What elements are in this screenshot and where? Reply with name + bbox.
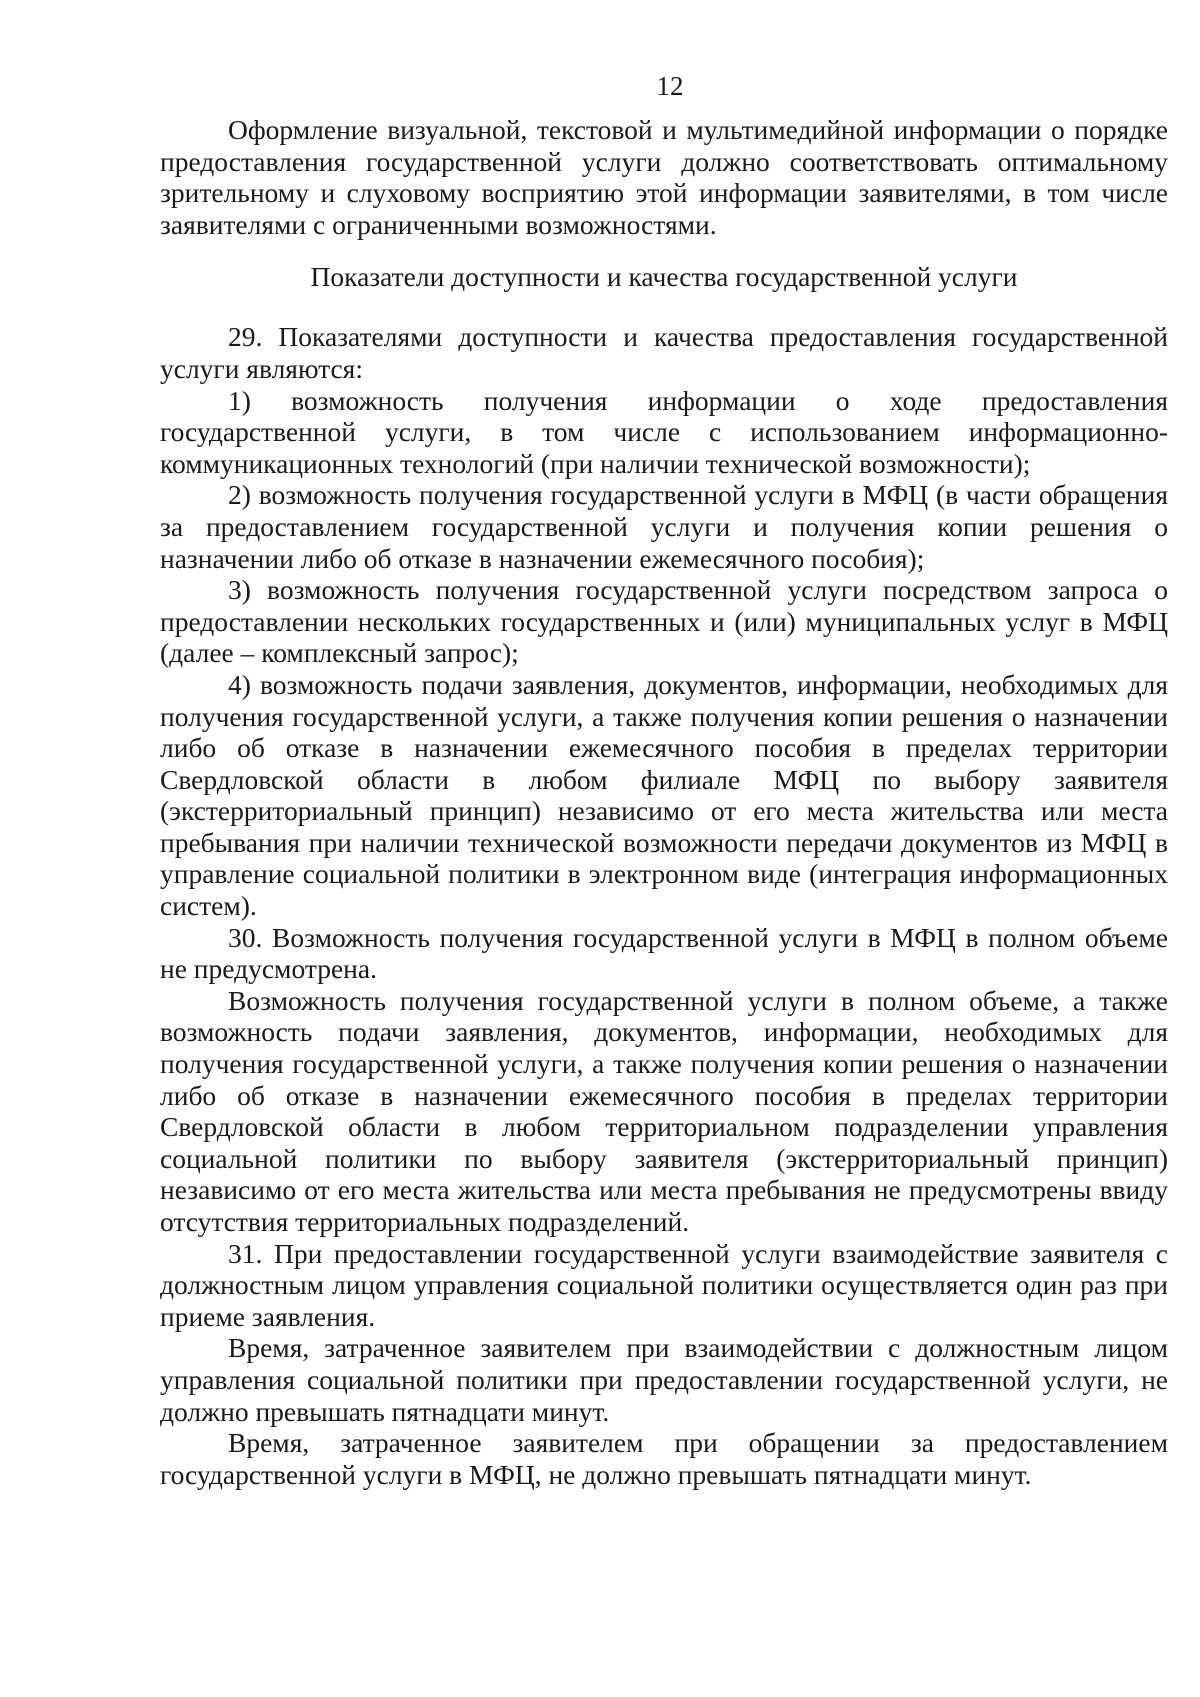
list-item-1: 1) возможность получения информации о ходе предоставления государственной услуги, в том числе с использованием информационно-коммуникационных технологий (при наличии технической возможности); <box>160 384 1168 479</box>
paragraph-time-mfc: Время, затраченное заявителем при обращении за предоставлением государственной услуги в МФЦ, не должно превышать пятнадцати минут. <box>160 1427 1168 1490</box>
paragraph-30-continued: Возможность получения государственной услуги в полном объеме, а также возможность подачи заявления, документов, информации, необходимых для получения государственной услуги, а также получения копии решения о назначении либо об отказе в назначении ежемесячного пособия в пределах территории Свердловской области в любом территориальном подразделении управления социальной политики по выбору заявителя (экстерриториальный принцип) независимо от его места жительства или места пребывания не предусмотрены ввиду отсутствия территориальных подразделений. <box>160 984 1168 1237</box>
section-heading: Показатели доступности и качества государственной услуги <box>310 261 1018 293</box>
list-item-3: 3) возможность получения государственной услуги посредством запроса о предоставлении нескольких государственных и (или) муниципальных услуг в МФЦ (далее – комплексный запрос); <box>160 574 1168 669</box>
intro-paragraph: Оформление визуальной, текстовой и мультимедийной информации о порядке предоставления государственной услуги должно соответствовать оптимальному зрительному и слуховому восприятию этой информации заявителями, в том числе заявителями с ограниченными возможностями. <box>160 114 1168 240</box>
list-item-4: 4) возможность подачи заявления, документов, информации, необходимых для получения государственной услуги, а также получения копии решения о назначении либо об отказе в назначении ежемесячного пособия в пределах территории Свердловской области в любом филиале МФЦ по выбору заявителя (экстерриториальный принцип) независимо от его места жительства или места пребывания при наличии технической возможности передачи документов из МФЦ в управление социальной политики в электронном виде (интеграция информационных систем). <box>160 668 1168 922</box>
paragraph-30: 30. Возможность получения государственной услуги в МФЦ в полном объеме не предусмотрена. <box>160 921 1168 985</box>
paragraph-31: 31. При предоставлении государственной услуги взаимодействие заявителя с должностным лицом управления социальной политики осуществляется один раз при приеме заявления. <box>160 1237 1168 1332</box>
paragraph-29: 29. Показателями доступности и качества предоставления государственной услуги являются: <box>160 321 1168 384</box>
document-body <box>160 114 1168 1490</box>
page-number: 12 <box>656 71 684 101</box>
list-item-2: 2) возможность получения государственной услуги в МФЦ (в части обращения за предоставлением государственной услуги и получения копии решения о назначении либо об отказе в назначении ежемесячного пособия); <box>160 479 1168 574</box>
paragraph-time-official: Время, затраченное заявителем при взаимодействии с должностным лицом управления социальной политики при предоставлении государственной услуги, не должно превышать пятнадцати минут. <box>160 1332 1168 1427</box>
